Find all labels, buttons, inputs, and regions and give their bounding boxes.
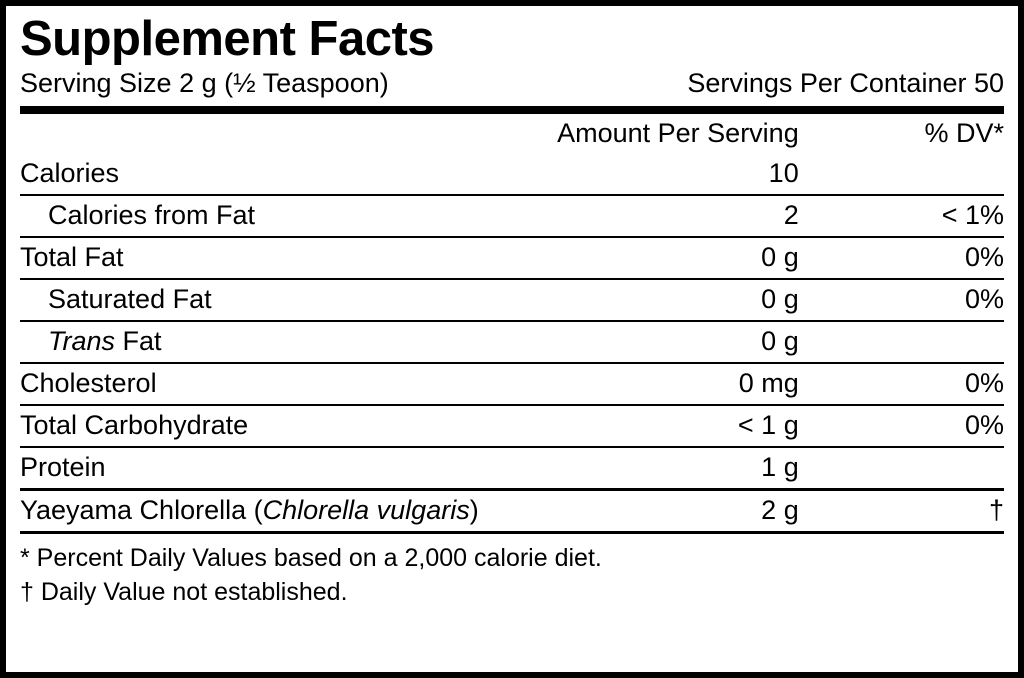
nutrient-name: Calories bbox=[20, 154, 512, 195]
table-row bbox=[20, 237, 1004, 279]
header-nutrient bbox=[20, 114, 512, 154]
nutrient-amount: < 1 g bbox=[512, 405, 837, 447]
nutrient-amount: 0 g bbox=[512, 279, 837, 321]
nutrient-dv: 0% bbox=[837, 237, 1004, 279]
nutrient-amount: 0 g bbox=[512, 237, 837, 279]
nutrient-name: Protein bbox=[20, 447, 512, 490]
nutrient-name: Trans Fat bbox=[20, 321, 512, 363]
nutrient-dv bbox=[837, 447, 1004, 490]
nutrient-dv: 0% bbox=[837, 405, 1004, 447]
ingredient-amount: 2 g bbox=[512, 489, 837, 532]
nutrient-amount: 0 g bbox=[512, 321, 837, 363]
table-row bbox=[20, 447, 1004, 490]
footnote-dagger: † Daily Value not established. bbox=[20, 578, 348, 607]
trans-italic: Trans bbox=[48, 325, 116, 356]
nutrient-dv: 0% bbox=[837, 279, 1004, 321]
nutrient-dv: 0% bbox=[837, 363, 1004, 405]
serving-info bbox=[20, 67, 1004, 103]
ingredient-name-suffix: ) bbox=[469, 494, 479, 525]
footnotes bbox=[20, 534, 1004, 610]
nutrient-amount: 10 bbox=[512, 154, 837, 195]
table-row bbox=[20, 154, 1004, 195]
nutrient-name: Cholesterol bbox=[20, 363, 512, 405]
page-title: Supplement Facts bbox=[20, 12, 435, 66]
nutrient-amount: 2 bbox=[512, 195, 837, 237]
nutrient-amount: 1 g bbox=[512, 447, 837, 490]
table-row bbox=[20, 363, 1004, 405]
table-row bbox=[20, 279, 1004, 321]
nutrient-name: Total Carbohydrate bbox=[20, 405, 512, 447]
divider-thick-top bbox=[20, 106, 1004, 114]
nutrient-name: Saturated Fat bbox=[20, 279, 512, 321]
ingredient-name bbox=[20, 489, 512, 532]
servings-per-container: Servings Per Container 50 bbox=[687, 68, 1004, 99]
nutrient-amount: 0 mg bbox=[512, 363, 837, 405]
table-header-row bbox=[20, 114, 1004, 154]
header-amount-per-serving: Amount Per Serving bbox=[557, 117, 799, 148]
footnote-percent-dv: * Percent Daily Values based on a 2,000 calorie diet. bbox=[20, 543, 602, 572]
ingredient-latin-name: Chlorella vulgaris bbox=[262, 494, 470, 525]
serving-size: Serving Size 2 g (½ Teaspoon) bbox=[20, 68, 389, 99]
nutrient-name: Total Fat bbox=[20, 237, 512, 279]
nutrient-dv: < 1% bbox=[837, 195, 1004, 237]
nutrition-table bbox=[20, 114, 1004, 534]
header-percent-dv: % DV* bbox=[924, 117, 1004, 148]
table-row bbox=[20, 405, 1004, 447]
ingredient-row bbox=[20, 489, 1004, 532]
ingredient-name-prefix: Yaeyama Chlorella ( bbox=[20, 494, 263, 525]
ingredient-dv: † bbox=[837, 489, 1004, 532]
nutrient-dv bbox=[837, 154, 1004, 195]
nutrient-name: Calories from Fat bbox=[20, 195, 512, 237]
nutrient-dv bbox=[837, 321, 1004, 363]
table-row bbox=[20, 321, 1004, 363]
table-row bbox=[20, 195, 1004, 237]
